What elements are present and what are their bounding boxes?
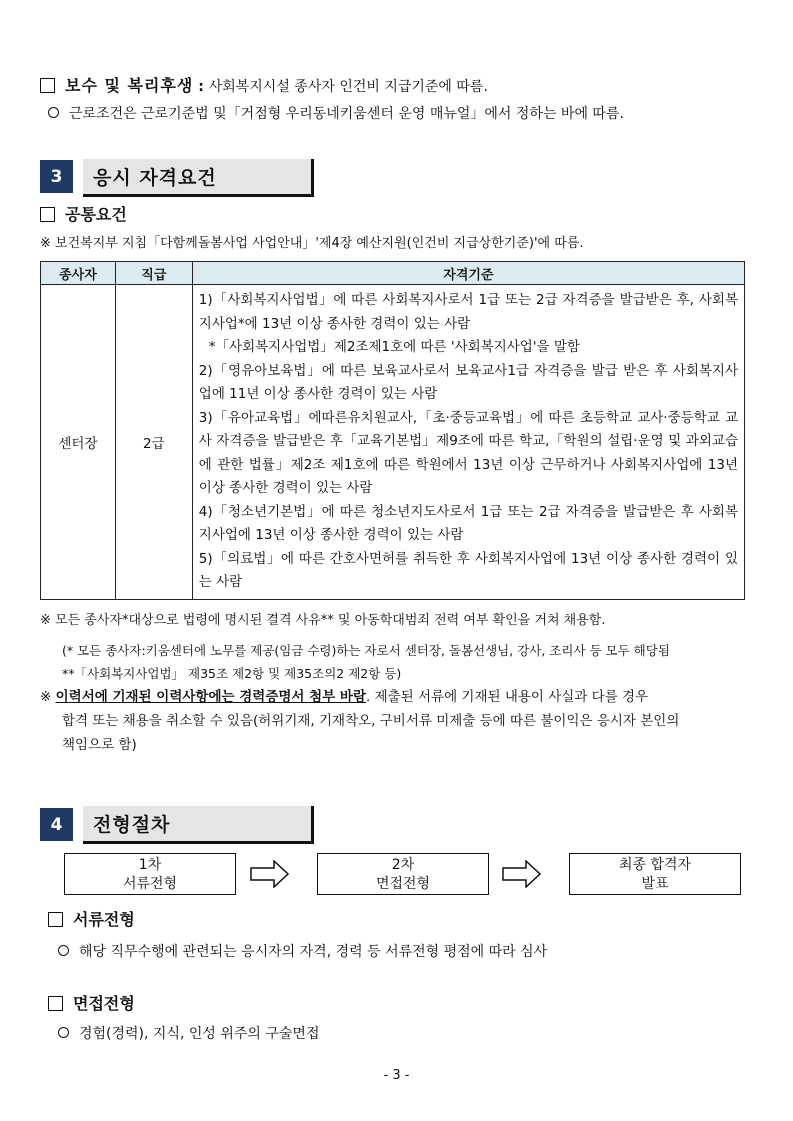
section-4-title: 전형절차 xyxy=(83,806,314,844)
disqualification-note: ※ 모든 종사자*대상으로 법령에 명시된 결격 사유** 및 아동학대범죄 전력 여부 확인을 거쳐 채용함. xyxy=(40,613,606,628)
flow-step-2 xyxy=(317,853,489,895)
section-4-number: 4 xyxy=(40,808,73,841)
section-3-number: 3 xyxy=(40,160,73,193)
section-3-title: 응시 자격요건 xyxy=(83,159,314,197)
flow-step-3 xyxy=(569,853,741,895)
disqualification-sub-2: **「사회복지사업법」 제35조 제2항 및 제35조의2 제2항 등) xyxy=(62,666,402,681)
salary-text: 사회복지시설 종사자 인건비 지급기준에 따름. xyxy=(208,79,488,95)
circle-bullet-icon xyxy=(58,945,69,956)
circle-bullet-icon xyxy=(58,1027,69,1038)
flow-step-2-line2: 면접전형 xyxy=(375,876,431,892)
resume-note-bold: 이력서에 기재된 이력사항에는 경력증명서 첨부 바람 xyxy=(55,689,367,705)
interview-text: 경험(경력), 지식, 인성 위주의 구술면접 xyxy=(79,1026,320,1042)
flow-step-1 xyxy=(64,853,236,895)
criteria-item-2: 2)「영유아보육법」에 따른 보육교사로서 보육교사1급 자격증을 발급 받은 후 사회복지사업에 11년 이상 종사한 경력이 있는 사람 xyxy=(198,362,738,402)
salary-heading xyxy=(40,76,488,97)
note-mark: ※ xyxy=(40,689,52,705)
checkbox-square-icon xyxy=(48,996,63,1011)
criteria-item-3: 3)「유아교육법」에따른유치원교사,「초·중등교육법」에 따른 초등학교 교사·중등학교 교사 자격증을 발급받은 후「교육기본법」제9조에 따른 학교,「학원의 설립·운영 및 과외교습에 관한 법률」제2조 제1호에 따른 학원에서 13년 이상 근무하거나 사회복지사업에 13년 이상 종사한 경력이 있는 사람 xyxy=(198,409,738,496)
resume-note xyxy=(40,686,648,708)
right-arrow-icon xyxy=(250,860,290,888)
flow-step-3-line2: 발표 xyxy=(641,876,669,892)
right-arrow-icon xyxy=(502,860,542,888)
criteria-footnote: *「사회복지사업법」제2조제1호에 따른 '사회복지사업'을 말함 xyxy=(208,339,580,355)
header-grade: 직급 xyxy=(115,262,192,285)
interview-title: 면접전형 xyxy=(73,994,135,1013)
requirements-table xyxy=(40,261,745,600)
checkbox-square-icon xyxy=(40,78,55,93)
checkbox-square-icon xyxy=(40,207,55,222)
page-number: - 3 - xyxy=(383,1068,410,1083)
circle-bullet-icon xyxy=(48,107,59,118)
document-screening-text: 해당 직무수행에 관련되는 응시자의 자격, 경력 등 서류전형 평점에 따라 심사 xyxy=(79,944,548,960)
criteria-item-1: 1)「사회복지사업법」에 따른 사회복지사로서 1급 또는 2급 자격증을 발급받은 후, 사회복지사업*에 13년 이상 종사한 경력이 있는 사람 xyxy=(198,292,738,332)
criteria-cell xyxy=(192,285,744,600)
salary-bullet xyxy=(48,104,624,124)
document-screening-heading xyxy=(48,910,135,930)
flow-step-3-line1: 최종 합격자 xyxy=(618,857,692,873)
salary-title: 보수 및 복리후생 xyxy=(65,76,194,95)
flow-step-2-line1: 2차 xyxy=(391,857,415,873)
flow-step-1-line1: 1차 xyxy=(138,857,162,873)
interview-heading xyxy=(48,994,135,1014)
resume-note-line-3: 책임으로 함) xyxy=(62,737,137,753)
table-row xyxy=(41,285,745,600)
document-screening-title: 서류전형 xyxy=(73,910,135,929)
resume-note-line-2: 합격 또는 채용을 취소할 수 있음(허위기재, 기재착오, 구비서류 미제출 등에 따른 불이익은 응시자 본인의 xyxy=(62,713,680,729)
common-requirements-heading xyxy=(40,205,127,225)
grade-cell: 2급 xyxy=(115,285,192,600)
disqualification-sub-1: (* 모든 종사자:키움센터에 노무를 제공(임금 수령)하는 자로서 센터장, 돌봄선생님, 강사, 조리사 등 모두 해당됨 xyxy=(62,643,670,658)
guideline-note: ※ 보건복지부 지침「다함께돌봄사업 사업안내」'제4장 예산지원(인건비 지급상한기준)'에 따름. xyxy=(40,236,584,251)
role-cell: 센터장 xyxy=(41,285,116,600)
resume-note-rest: . 제출된 서류에 기재된 내용이 사실과 다를 경우 xyxy=(366,689,649,705)
header-role: 종사자 xyxy=(41,262,116,285)
criteria-item-4: 4)「청소년기본법」에 따른 청소년지도사로서 1급 또는 2급 자격증을 발급받은 후 사회복지사업에 13년 이상 종사한 경력이 있는 사람 xyxy=(198,503,738,543)
salary-bullet-text: 근로조건은 근로기준법 및「거점형 우리동네키움센터 운영 매뉴얼」에서 정하는 바에 따름. xyxy=(69,106,624,122)
document-screening-bullet xyxy=(58,942,547,962)
criteria-item-5: 5)「의료법」에 따른 간호사면허를 취득한 후 사회복지사업에 13년 이상 종사한 경력이 있는 사람 xyxy=(198,550,738,590)
common-requirements-title: 공통요건 xyxy=(65,205,127,224)
salary-separator: : xyxy=(193,79,209,95)
flow-step-1-line2: 서류전형 xyxy=(122,876,178,892)
interview-bullet xyxy=(58,1024,319,1044)
table-header-row xyxy=(41,262,745,285)
header-criteria: 자격기준 xyxy=(192,262,744,285)
checkbox-square-icon xyxy=(48,912,63,927)
